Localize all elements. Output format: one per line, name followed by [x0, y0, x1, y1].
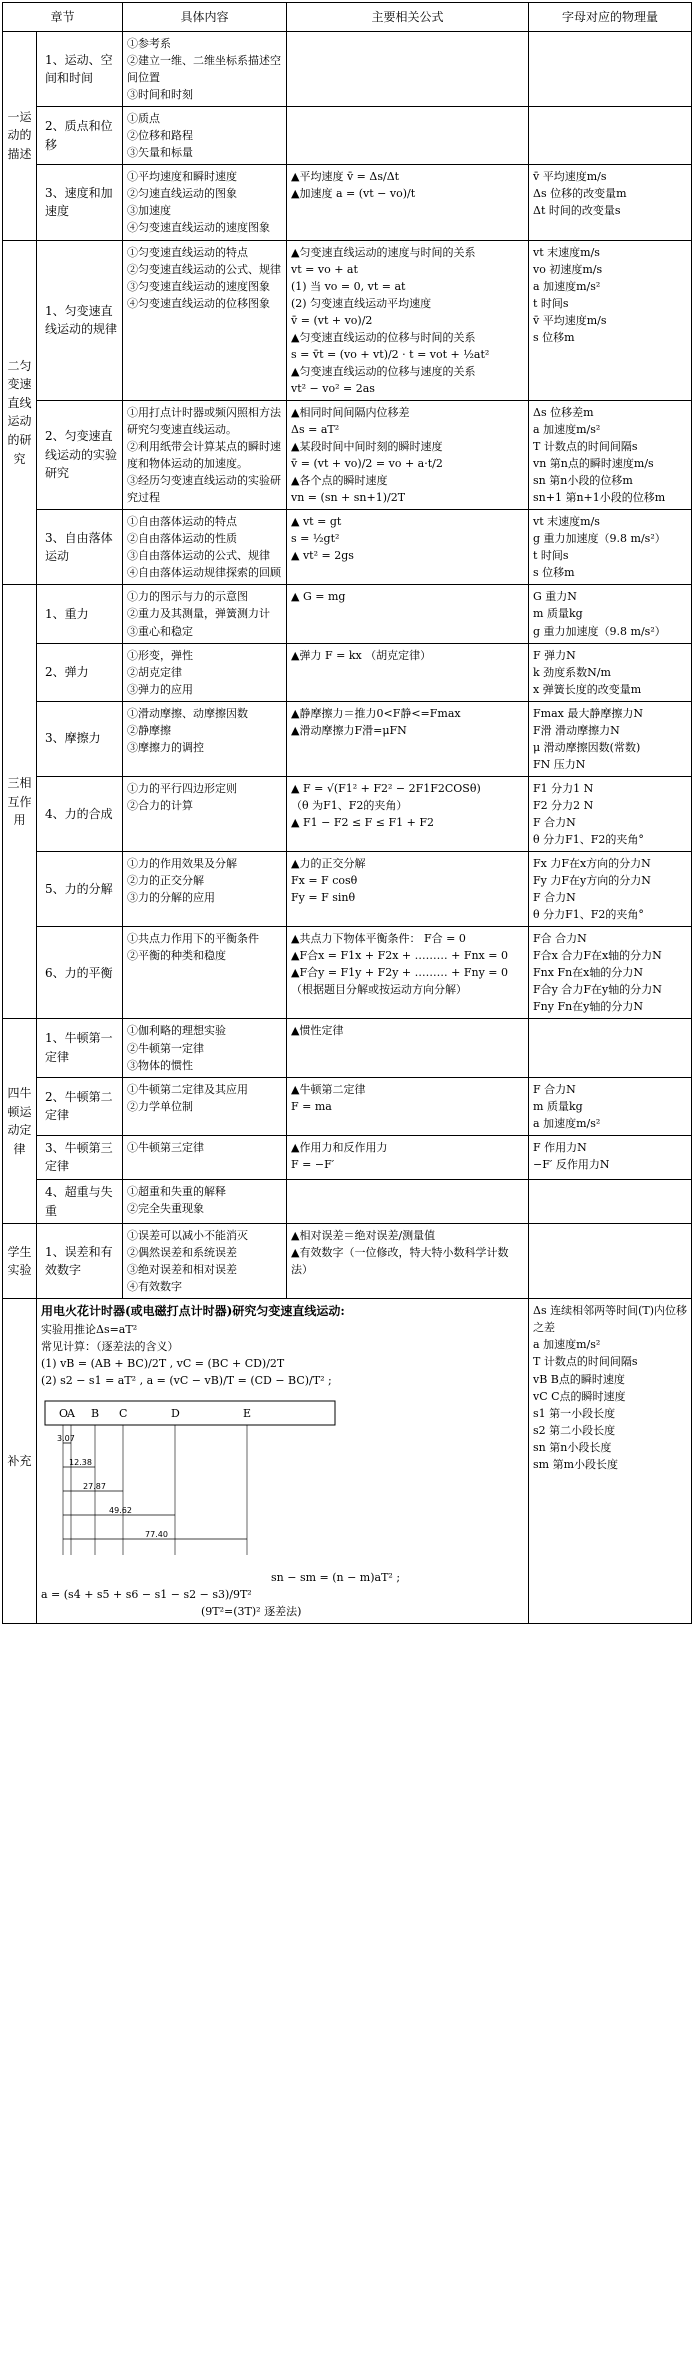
quantity-cell: [529, 776, 692, 851]
content-item: ②自由落体运动的性质: [127, 532, 238, 546]
content-item: ③经历匀变速直线运动的实验研究过程: [127, 474, 282, 505]
content-cell: [123, 107, 287, 165]
quantity-cell: [529, 510, 692, 585]
formula-line: F = ma: [291, 1099, 332, 1113]
quantity-cell: [529, 32, 692, 107]
content-item: ③力的分解的应用: [127, 891, 216, 905]
content-item: ②利用纸带会计算某点的瞬时速度和物体运动的加速度。: [127, 440, 282, 471]
table-body: [3, 32, 692, 1624]
formula-line: (1) 当 vo = 0, vt = at: [291, 279, 406, 293]
formula-cell: [287, 1077, 529, 1135]
section-row: [3, 1077, 692, 1135]
content-item: ③弹力的应用: [127, 682, 194, 696]
content-item: ④自由落体运动规律探索的回顾: [127, 566, 282, 580]
supplement-line-2: 常见计算：（逐差法的含义）: [41, 1339, 179, 1353]
formula-line: v̄ = (vt + vo)/2 = vo + a·t/2: [291, 457, 443, 471]
tape-dimension-label: 12.38: [69, 1458, 92, 1468]
section-row: [3, 400, 692, 509]
formula-line: ▲匀变速直线运动的速度与时间的关系: [291, 245, 476, 259]
quantity-cell: [529, 1019, 692, 1077]
formula-cell: [287, 400, 529, 509]
content-item: ①牛顿第二定律及其应用: [127, 1082, 249, 1096]
supplement-label: 补充: [3, 1299, 37, 1624]
quantity-line: m 质量kg: [533, 607, 583, 621]
quantity-line: −F′ 反作用力N: [533, 1157, 610, 1171]
quantity-line: Δs 位移差m: [533, 405, 594, 419]
content-item: ①力的图示与力的示意图: [127, 590, 249, 604]
quantity-line: F 合力N: [533, 815, 576, 829]
formula-line: ▲F合x = F1x + F2x + ……… + Fnx = 0: [291, 949, 508, 963]
physics-summary-table: [2, 2, 692, 1624]
formula-line: ▲ F1 − F2 ≤ F ≤ F1 + F2: [291, 815, 434, 829]
quantity-cell: [529, 165, 692, 240]
content-item: ③匀变速直线运动的速度图象: [127, 279, 271, 293]
formula-cell: [287, 643, 529, 701]
quantity-line: g 重力加速度（9.8 m/s²）: [533, 532, 666, 546]
formula-line: ▲匀变速直线运动的位移与时间的关系: [291, 330, 476, 344]
content-item: ③自由落体运动的公式、规律: [127, 549, 271, 563]
chapter-title: 二匀变速直线运动的研究: [3, 240, 37, 585]
tape-dimension-label: 49.62: [109, 1506, 132, 1516]
supplement-line-1: 实验用推论Δs=aT²: [41, 1322, 138, 1336]
supplement-note: (9T²=(3T)² 逐差法): [201, 1605, 302, 1619]
content-cell: [123, 1179, 287, 1223]
quantity-line: F合y 合力F在y轴的分力N: [533, 983, 662, 997]
content-item: ②匀速直线运动的图象: [127, 187, 238, 201]
quantity-line: μ 滑动摩擦因数(常数): [533, 740, 641, 754]
formula-line: (2) 匀变速直线运动平均速度: [291, 296, 432, 310]
formula-line: ▲惯性定律: [291, 1024, 344, 1038]
quantity-line: F 弹力N: [533, 648, 576, 662]
content-item: ①力的平行四边形定则: [127, 781, 238, 795]
supplement-row: [3, 1299, 692, 1624]
formula-line: ▲力的正交分解: [291, 857, 366, 871]
quantity-line: sm 第m小段长度: [533, 1457, 619, 1471]
content-item: ②重力及其测量，弹簧测力计: [127, 607, 271, 621]
quantity-line: v̄ 平均速度m/s: [533, 313, 607, 327]
content-item: ②位移和路程: [127, 129, 194, 143]
quantity-cell: [529, 701, 692, 776]
quantity-cell: [529, 107, 692, 165]
content-item: ③物体的惯性: [127, 1058, 194, 1072]
section-row: [3, 643, 692, 701]
chapter-title: 学生实验: [3, 1224, 37, 1299]
section-title: 2、牛顿第二定律: [37, 1077, 123, 1135]
content-item: ①共点力作用下的平衡条件: [127, 932, 260, 946]
quantity-line: F 作用力N: [533, 1140, 587, 1154]
quantity-line: Fny Fn在y轴的分力N: [533, 1000, 643, 1014]
section-title: 1、匀变速直线运动的规律: [37, 240, 123, 400]
quantity-line: vo 初速度m/s: [533, 262, 603, 276]
quantity-line: F1 分力1 N: [533, 781, 594, 795]
supplement-line-3: (1) vB = (AB + BC)/2T , vC = (BC + CD)/2T: [41, 1357, 285, 1371]
formula-line: ▲共点力下物体平衡条件： F合 = 0: [291, 932, 466, 946]
content-item: ②建立一维、二维坐标系描述空间位置: [127, 54, 282, 85]
quantity-line: sn 第n小段的位移m: [533, 474, 633, 488]
content-cell: [123, 32, 287, 107]
section-title: 2、弹力: [37, 643, 123, 701]
header-content: 具体内容: [123, 3, 287, 32]
quantity-line: sn+1 第n+1小段的位移m: [533, 491, 666, 505]
formula-line: （θ 为F1、F2的夹角）: [291, 798, 408, 812]
content-item: ②静摩擦: [127, 723, 172, 737]
content-item: ③重心和稳定: [127, 624, 194, 638]
content-cell: [123, 1135, 287, 1179]
quantity-line: Fy 力F在y方向的分力N: [533, 874, 651, 888]
quantity-line: θ 分力F1、F2的夹角°: [533, 908, 644, 922]
section-row: [3, 510, 692, 585]
formula-line: ▲滑动摩擦力F滑=μFN: [291, 723, 407, 737]
content-item: ②胡克定律: [127, 665, 183, 679]
content-item: ①超重和失重的解释: [127, 1184, 227, 1198]
formula-line: ▲作用力和反作用力: [291, 1140, 388, 1154]
section-title: 3、速度和加速度: [37, 165, 123, 240]
content-item: ①力的作用效果及分解: [127, 857, 238, 871]
tape-point-label: E: [243, 1407, 252, 1421]
formula-line: ▲F合y = F1y + F2y + ……… + Fny = 0 （根据题目分解或按运动方向分解）: [291, 966, 508, 997]
formula-line: v̄ = (vt + vo)/2: [291, 313, 373, 327]
formula-cell: [287, 701, 529, 776]
quantity-line: s1 第一小段长度: [533, 1406, 616, 1420]
formula-line: s = ½gt²: [291, 532, 340, 546]
formula-line: vn = (sn + sn+1)/2T: [291, 491, 406, 505]
formula-cell: [287, 585, 529, 643]
content-cell: [123, 400, 287, 509]
content-item: ④有效数字: [127, 1280, 183, 1294]
formula-line: vt = vo + at: [291, 262, 358, 276]
tape-diagram: [41, 1395, 341, 1565]
content-cell: [123, 1224, 287, 1299]
content-item: ③加速度: [127, 204, 172, 218]
quantity-line: m 质量kg: [533, 1099, 583, 1113]
section-row: [3, 107, 692, 165]
formula-line: ▲有效数字（一位修改，特大特小数科学计数法）: [291, 1246, 509, 1277]
quantity-cell: [529, 1135, 692, 1179]
content-item: ④匀变速直线运动的速度图象: [127, 221, 271, 235]
content-item: ②力学单位制: [127, 1099, 194, 1113]
quantity-line: vt 末速度m/s: [533, 515, 600, 529]
quantity-line: Fmax 最大静摩擦力N: [533, 706, 643, 720]
quantity-line: vB B点的瞬时速度: [533, 1372, 625, 1386]
section-row: [3, 240, 692, 400]
supplement-a-formula: a = (s4 + s5 + s6 − s1 − s2 − s3)/9T²: [41, 1588, 252, 1602]
section-title: 4、超重与失重: [37, 1179, 123, 1223]
quantity-line: F滑 滑动摩擦力N: [533, 723, 620, 737]
content-item: ②牛顿第一定律: [127, 1041, 205, 1055]
quantity-line: s2 第二小段长度: [533, 1423, 616, 1437]
quantity-line: θ 分力F1、F2的夹角°: [533, 833, 644, 847]
section-title: 5、力的分解: [37, 852, 123, 927]
section-title: 3、摩擦力: [37, 701, 123, 776]
content-cell: [123, 510, 287, 585]
formula-line: F = −F′: [291, 1157, 335, 1171]
quantity-line: FN 压力N: [533, 757, 586, 771]
quantity-cell: [529, 400, 692, 509]
quantity-line: a 加速度m/s²: [533, 279, 601, 293]
formula-line: Fy = F sinθ: [291, 891, 356, 905]
quantity-line: Fx 力F在x方向的分力N: [533, 857, 651, 871]
quantity-line: F2 分力2 N: [533, 798, 594, 812]
quantity-cell: [529, 1077, 692, 1135]
formula-cell: [287, 852, 529, 927]
content-item: ③摩擦力的调控: [127, 740, 205, 754]
formula-line: ▲各个点的瞬时速度: [291, 474, 388, 488]
header-row: [3, 3, 692, 32]
content-item: ①形变，弹性: [127, 648, 194, 662]
formula-cell: [287, 32, 529, 107]
quantity-line: Δt 时间的改变量s: [533, 204, 621, 218]
quantity-line: s 位移m: [533, 566, 575, 580]
quantity-line: x 弹簧长度的改变量m: [533, 682, 642, 696]
quantity-line: F 合力N: [533, 1082, 576, 1096]
formula-line: ▲平均速度 v̄ = Δs/Δt: [291, 170, 400, 184]
formula-line: ▲ vt = gt: [291, 515, 342, 529]
quantity-line: vn 第n点的瞬时速度m/s: [533, 457, 654, 471]
section-row: [3, 1224, 692, 1299]
section-title: 6、力的平衡: [37, 927, 123, 1019]
quantity-line: t 时间s: [533, 549, 569, 563]
content-cell: [123, 1077, 287, 1135]
content-item: ②匀变速直线运动的公式、规律: [127, 262, 282, 276]
content-item: ①质点: [127, 112, 161, 126]
section-row: [3, 1179, 692, 1223]
section-row: [3, 852, 692, 927]
tape-point-label: O: [59, 1407, 69, 1421]
content-cell: [123, 701, 287, 776]
tape-point-label: C: [119, 1407, 128, 1421]
content-cell: [123, 643, 287, 701]
formula-cell: [287, 1179, 529, 1223]
content-cell: [123, 852, 287, 927]
formula-cell: [287, 776, 529, 851]
quantity-line: F 合力N: [533, 891, 576, 905]
section-row: [3, 701, 692, 776]
tape-point-label: A: [67, 1407, 75, 1421]
section-row: [3, 585, 692, 643]
chapter-title: 一运动的描述: [3, 32, 37, 241]
tape-strip: [45, 1401, 335, 1425]
formula-line: ▲匀变速直线运动的位移与速度的关系: [291, 364, 476, 378]
quantity-line: k 劲度系数N/m: [533, 665, 611, 679]
quantity-line: F合x 合力F在x轴的分力N: [533, 949, 662, 963]
quantity-line: s 位移m: [533, 330, 575, 344]
formula-line: ▲ vt² = 2gs: [291, 549, 354, 563]
section-title: 3、自由落体运动: [37, 510, 123, 585]
content-item: ①平均速度和瞬时速度: [127, 170, 238, 184]
content-cell: [123, 927, 287, 1019]
formula-cell: [287, 1224, 529, 1299]
header-formulas: 主要相关公式: [287, 3, 529, 32]
content-item: ②平衡的种类和稳度: [127, 949, 227, 963]
quantity-line: a 加速度m/s²: [533, 1338, 601, 1352]
content-item: ①自由落体运动的特点: [127, 515, 238, 529]
formula-cell: [287, 165, 529, 240]
content-item: ③绝对误差和相对误差: [127, 1263, 238, 1277]
content-item: ④匀变速直线运动的位移图象: [127, 296, 271, 310]
supplement-quantities: [529, 1299, 692, 1624]
quantity-cell: [529, 1179, 692, 1223]
formula-line: ▲弹力 F = kx （胡克定律）: [291, 648, 432, 662]
section-title: 1、牛顿第一定律: [37, 1019, 123, 1077]
content-item: ③矢量和标量: [127, 146, 194, 160]
quantity-cell: [529, 927, 692, 1019]
quantity-line: g 重力加速度（9.8 m/s²）: [533, 624, 666, 638]
content-cell: [123, 165, 287, 240]
quantity-cell: [529, 585, 692, 643]
quantity-line: vt 末速度m/s: [533, 245, 600, 259]
formula-line: ▲加速度 a = (vt − vo)/t: [291, 187, 416, 201]
section-title: 1、重力: [37, 585, 123, 643]
content-item: ①参考系: [127, 37, 172, 50]
content-item: ③时间和时刻: [127, 88, 194, 102]
formula-line: ▲相同时间间隔内位移差: [291, 405, 410, 419]
section-title: 1、运动、空间和时间: [37, 32, 123, 107]
quantity-line: vC C点的瞬时速度: [533, 1389, 626, 1403]
quantity-line: a 加速度m/s²: [533, 1116, 601, 1130]
quantity-line: t 时间s: [533, 296, 569, 310]
tape-dimension-label: 77.40: [145, 1530, 168, 1540]
formula-cell: [287, 107, 529, 165]
quantity-line: a 加速度m/s²: [533, 422, 601, 436]
quantity-line: sn 第n小段长度: [533, 1440, 612, 1454]
section-row: [3, 1019, 692, 1077]
formula-line: Δs = aT²: [291, 422, 340, 436]
chapter-title: 四牛顿运动定律: [3, 1019, 37, 1224]
header-quantities: 字母对应的物理量: [529, 3, 692, 32]
formula-cell: [287, 240, 529, 400]
content-item: ①匀变速直线运动的特点: [127, 245, 249, 259]
formula-line: ▲ G = mg: [291, 590, 346, 604]
content-item: ②力的正交分解: [127, 874, 205, 888]
quantity-line: T 计数点的时间间隔s: [533, 440, 638, 454]
section-row: [3, 927, 692, 1019]
content-item: ②合力的计算: [127, 798, 194, 812]
header-chapter: 章节: [3, 3, 123, 32]
quantity-line: Fnx Fn在x轴的分力N: [533, 966, 643, 980]
formula-line: s = v̄t = (vo + vt)/2 · t = vot + ½at²: [291, 347, 490, 361]
quantity-line: F合 合力N: [533, 932, 587, 946]
section-title: 4、力的合成: [37, 776, 123, 851]
section-row: [3, 165, 692, 240]
tape-dimension-label: 27.87: [83, 1482, 106, 1492]
content-item: ①误差可以减小不能消灭: [127, 1229, 249, 1243]
formula-cell: [287, 1019, 529, 1077]
chapter-title: 三相互作用: [3, 585, 37, 1019]
section-title: 2、匀变速直线运动的实验研究: [37, 400, 123, 509]
formula-line: ▲ F = √(F1² + F2² − 2F1F2COSθ): [291, 781, 481, 795]
content-cell: [123, 585, 287, 643]
section-title: 2、质点和位移: [37, 107, 123, 165]
formula-line: ▲牛顿第二定律: [291, 1082, 366, 1096]
quantity-line: v̄ 平均速度m/s: [533, 170, 607, 184]
supplement-content: [37, 1299, 529, 1624]
quantity-cell: [529, 643, 692, 701]
formula-cell: [287, 510, 529, 585]
section-title: 3、牛顿第三定律: [37, 1135, 123, 1179]
tape-dimension-label: 3.07: [57, 1434, 75, 1444]
section-row: [3, 1135, 692, 1179]
formula-cell: [287, 927, 529, 1019]
section-title: 1、误差和有效数字: [37, 1224, 123, 1299]
formula-line: ▲静摩擦力＝推力0<F静<=Fmax: [291, 706, 461, 720]
quantity-cell: [529, 240, 692, 400]
supplement-line-4: (2) s2 − s1 = aT² , a = (vC − vB)/T = (CD − BC)/T² ;: [41, 1374, 332, 1388]
quantity-cell: [529, 852, 692, 927]
formula-cell: [287, 1135, 529, 1179]
section-row: [3, 776, 692, 851]
quantity-cell: [529, 1224, 692, 1299]
supplement-sn-sm: sn − sm = (n − m)aT² ;: [271, 1571, 401, 1585]
tape-point-label: D: [171, 1407, 180, 1421]
content-item: ②偶然误差和系统误差: [127, 1246, 238, 1260]
content-item: ②完全失重现象: [127, 1202, 205, 1215]
formula-line: ▲相对误差＝绝对误差/测量值: [291, 1229, 436, 1243]
quantity-line: Δs 位移的改变量m: [533, 187, 627, 201]
content-item: ①用打点计时器或频闪照相方法研究匀变速直线运动。: [127, 405, 282, 436]
content-cell: [123, 240, 287, 400]
tape-point-label: B: [91, 1407, 100, 1421]
formula-line: ▲某段时间中间时刻的瞬时速度: [291, 440, 443, 454]
content-cell: [123, 776, 287, 851]
quantity-line: G 重力N: [533, 590, 577, 604]
quantity-line: Δs 连续相邻两等时间(T)内位移之差: [533, 1304, 688, 1335]
content-item: ①牛顿第三定律: [127, 1140, 205, 1154]
section-row: [3, 32, 692, 107]
tape-dimensions-group: [57, 1434, 247, 1539]
formula-line: Fx = F cosθ: [291, 874, 358, 888]
supplement-title: 用电火花计时器(或电磁打点计时器)研究匀变速直线运动:: [41, 1304, 345, 1319]
content-item: ①滑动摩擦、动摩擦因数: [127, 706, 249, 720]
content-item: ①伽利略的理想实验: [127, 1024, 227, 1038]
quantity-line: T 计数点的时间间隔s: [533, 1355, 638, 1369]
content-cell: [123, 1019, 287, 1077]
formula-line: vt² − vo² = 2as: [291, 381, 375, 395]
